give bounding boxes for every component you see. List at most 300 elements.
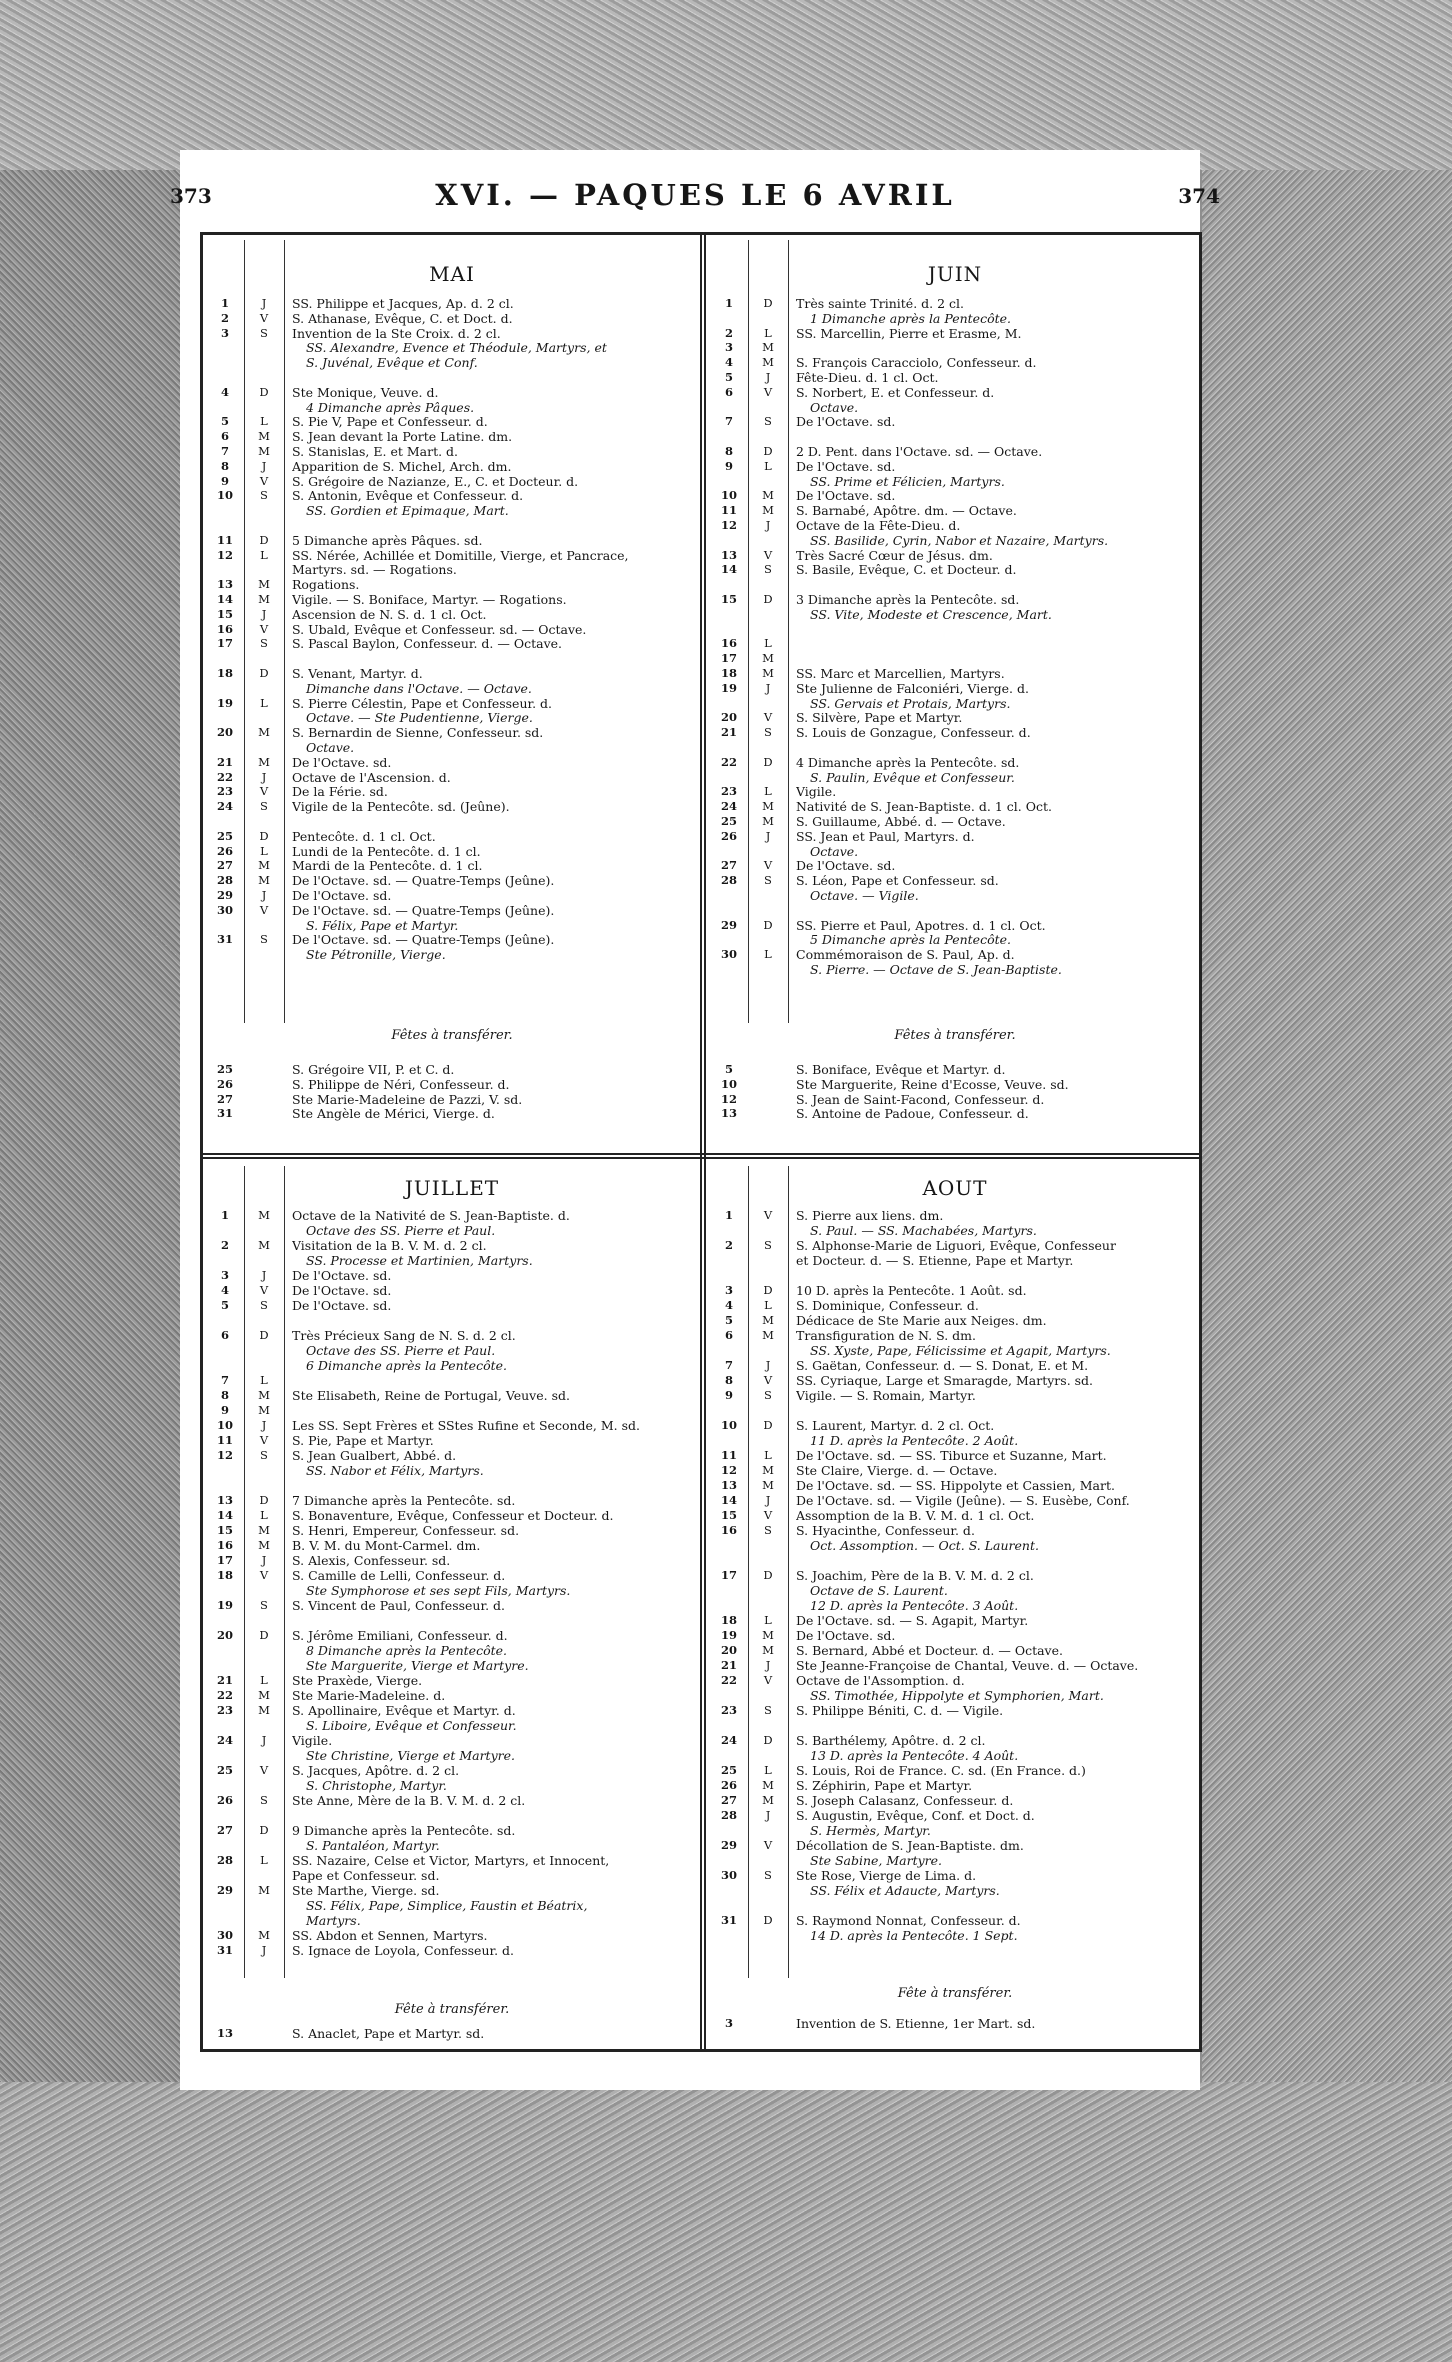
calendar-row: [712, 1793, 1198, 1808]
feast-text: S. Ubald, Evêque et Confesseur. sd. — Octave.: [292, 621, 587, 637]
calendar-row: [208, 1328, 696, 1343]
feast-text: Pape et Confesseur. sd.: [292, 1868, 440, 1883]
day-number: 5: [220, 414, 229, 429]
calendar-row: [208, 1106, 696, 1121]
feast-text: SS. Processe et Martinien, Martyrs.: [306, 1253, 533, 1268]
calendar-row: [208, 1478, 696, 1493]
feast-text: S. Laurent, Martyr. d. 2 cl. Oct.: [796, 1418, 995, 1433]
calendar-row: [712, 1313, 1198, 1328]
calendar-row: [208, 903, 696, 918]
calendar-row: [208, 488, 696, 503]
day-number: 22: [216, 769, 233, 784]
panel-aout: [712, 1166, 1198, 2048]
calendar-row: [712, 340, 1198, 355]
feast-text: S. Juvénal, Evêque et Conf.: [306, 355, 478, 371]
weekday-letter: V: [763, 1373, 773, 1387]
calendar-row: [712, 888, 1198, 903]
calendar-row: [712, 1208, 1198, 1223]
feast-text: Octave.: [810, 843, 859, 859]
feast-text: S. Alexis, Confesseur. sd.: [292, 1553, 451, 1568]
calendar-row: [712, 1583, 1198, 1598]
feast-text: De l'Octave. sd. — SS. Hippolyte et Cassien, Mart.: [796, 1478, 1115, 1493]
calendar-row: [208, 1718, 696, 1733]
calendar-row: [208, 1598, 696, 1613]
feast-text: De l'Octave. sd.: [796, 458, 896, 474]
day-number: 24: [720, 799, 737, 814]
feast-text: S. Paul. — SS. Machabées, Martyrs.: [810, 1223, 1037, 1238]
calendar-row: [208, 918, 696, 933]
horizontal-divider: [200, 1153, 1202, 1159]
calendar-row: [208, 592, 696, 607]
feast-text: Ste Symphorose et ses sept Fils, Martyrs.: [306, 1583, 571, 1598]
feast-text: SS. Timothée, Hippolyte et Symphorien, Mart.: [810, 1688, 1104, 1703]
weekday-letter: S: [260, 488, 268, 503]
day-number: 5: [724, 1062, 733, 1076]
day-number: 26: [720, 1778, 737, 1792]
weekday-letter: V: [259, 1568, 269, 1582]
month-title: JUIN: [927, 262, 983, 286]
page-number-right: 374: [1178, 184, 1220, 208]
calendar-row: [712, 1077, 1198, 1092]
calendar-row: [208, 1343, 696, 1358]
calendar-row: [712, 755, 1198, 770]
feast-text: Commémoraison de S. Paul, Ap. d.: [796, 947, 1015, 963]
feast-text: SS. Vite, Modeste et Crescence, Mart.: [810, 606, 1052, 622]
day-number: 13: [720, 1106, 737, 1121]
day-number: 25: [216, 1062, 233, 1076]
feast-text: Ste Claire, Vierge. d. — Octave.: [796, 1463, 998, 1478]
day-number: 29: [720, 917, 737, 932]
calendar-row: [712, 844, 1198, 859]
feast-text: S. Félix, Pape et Martyr.: [306, 917, 459, 933]
weekday-letter: M: [762, 503, 774, 518]
calendar-row: [712, 326, 1198, 341]
day-number: 12: [216, 547, 233, 562]
calendar-row: [712, 725, 1198, 740]
calendar-row: [208, 888, 696, 903]
calendar-row: [208, 340, 696, 355]
weekday-letter: S: [764, 873, 772, 888]
weekday-letter: V: [259, 621, 269, 636]
feast-text: S. Jean Gualbert, Abbé. d.: [292, 1448, 457, 1463]
weekday-letter: J: [765, 1493, 771, 1507]
calendar-row: [712, 414, 1198, 429]
weekday-letter: L: [764, 458, 772, 473]
feast-text: Vigile.: [292, 1733, 333, 1748]
day-number: 1: [724, 1208, 733, 1222]
calendar-row: [208, 1553, 696, 1568]
weekday-letter: J: [261, 769, 267, 784]
weekday-letter: J: [765, 1808, 771, 1822]
feast-text: Vigile de la Pentecôte. sd. (Jeûne).: [292, 799, 510, 815]
feast-text: S. Gaëtan, Confesseur. d. — S. Donat, E. et M.: [796, 1358, 1089, 1373]
calendar-row: [208, 1913, 696, 1928]
calendar-row: [208, 1523, 696, 1538]
panel-mai: [208, 240, 696, 1148]
calendar-row: [712, 1403, 1198, 1418]
calendar-row: [712, 1868, 1198, 1883]
feast-text: 4 Dimanche après la Pentecôte. sd.: [796, 754, 1020, 770]
feast-text: Transfiguration de N. S. dm.: [796, 1328, 976, 1343]
calendar-row: [712, 681, 1198, 696]
feast-text: Ste Rose, Vierge de Lima. d.: [796, 1868, 977, 1883]
day-number: 19: [216, 695, 233, 710]
feast-text: S. Apollinaire, Evêque et Martyr. d.: [292, 1703, 516, 1718]
weekday-letter: V: [259, 1763, 269, 1777]
day-number: 19: [216, 1598, 233, 1612]
day-number: 28: [720, 1808, 737, 1822]
calendar-row: [712, 1433, 1198, 1448]
weekday-letter: D: [259, 1493, 269, 1507]
feast-text: S. Pierre aux liens. dm.: [796, 1208, 944, 1223]
feast-text: De l'Octave. sd.: [292, 754, 392, 770]
calendar-row: [208, 1418, 696, 1433]
calendar-row: [208, 533, 696, 548]
feast-text: Très Précieux Sang de N. S. d. 2 cl.: [292, 1328, 516, 1343]
day-number: 22: [720, 754, 737, 769]
day-number: 6: [220, 429, 229, 444]
weekday-letter: M: [762, 1463, 774, 1477]
feast-text: SS. Cyriaque, Large et Smaragde, Martyrs. sd.: [796, 1373, 1094, 1388]
weekday-letter: M: [258, 1403, 270, 1417]
month-title: AOUT: [922, 1176, 988, 1200]
calendar-row: [712, 1598, 1198, 1613]
feast-text: Octave de la Fête-Dieu. d.: [796, 518, 961, 533]
feast-text: S. Léon, Pape et Confesseur. sd.: [796, 873, 999, 889]
day-number: 14: [720, 1493, 737, 1507]
weekday-letter: V: [763, 710, 773, 725]
feast-text: Vigile. — S. Boniface, Martyr. — Rogations.: [292, 592, 567, 607]
weekday-letter: S: [260, 1793, 268, 1807]
weekday-letter: M: [258, 1703, 270, 1717]
calendar-row: [712, 1658, 1198, 1673]
weekday-letter: S: [260, 1448, 268, 1462]
calendar-row: [208, 666, 696, 681]
calendar-row: [712, 1673, 1198, 1688]
weekday-letter: D: [259, 1328, 269, 1342]
feast-text: Octave des SS. Pierre et Paul.: [306, 1343, 496, 1358]
calendar-row: [712, 622, 1198, 637]
calendar-row: [208, 1388, 696, 1403]
weekday-letter: J: [261, 606, 267, 621]
feast-text: S. Henri, Empereur, Confesseur. sd.: [292, 1523, 520, 1538]
feast-text: Pentecôte. d. 1 cl. Oct.: [292, 828, 436, 844]
day-number: 31: [216, 932, 233, 947]
feast-text: Apparition de S. Michel, Arch. dm.: [292, 458, 512, 474]
weekday-letter: M: [258, 873, 270, 888]
feast-text: Très Sacré Cœur de Jésus. dm.: [796, 547, 993, 563]
feast-text: 12 D. après la Pentecôte. 3 Août.: [810, 1598, 1019, 1613]
calendar-row: [712, 1106, 1198, 1121]
weekday-letter: J: [261, 1418, 267, 1432]
calendar-row: [712, 607, 1198, 622]
day-number: 14: [216, 592, 233, 606]
calendar-row: [208, 1568, 696, 1583]
calendar-row: [712, 636, 1198, 651]
weekday-letter: J: [765, 828, 771, 843]
calendar-row: [712, 562, 1198, 577]
day-number: 21: [720, 725, 737, 740]
weekday-letter: V: [763, 858, 773, 873]
weekday-letter: J: [261, 1553, 267, 1567]
day-number: 13: [720, 547, 737, 562]
feast-text: S. Philippe Béniti, C. d. — Vigile.: [796, 1703, 1004, 1718]
feast-text: S. Raymond Nonnat, Confesseur. d.: [796, 1913, 1021, 1928]
weekday-letter: L: [260, 695, 268, 710]
calendar-row: [208, 1868, 696, 1883]
weekday-letter: D: [763, 1913, 773, 1927]
calendar-row: [712, 370, 1198, 385]
day-number: 16: [216, 621, 233, 636]
weekday-letter: L: [764, 1613, 772, 1627]
feast-text: Mardi de la Pentecôte. d. 1 cl.: [292, 858, 483, 874]
feast-text: Octave.: [306, 740, 355, 755]
feast-text: Nativité de S. Jean-Baptiste. d. 1 cl. Oct.: [796, 799, 1052, 815]
day-number: 17: [720, 1568, 737, 1582]
calendar-row: [208, 607, 696, 622]
calendar-row: [712, 814, 1198, 829]
weekday-letter: M: [762, 1313, 774, 1327]
feast-text: S. Vincent de Paul, Confesseur. d.: [292, 1598, 506, 1613]
calendar-row: [208, 562, 696, 577]
calendar-row: [712, 533, 1198, 548]
calendar-row: [712, 1688, 1198, 1703]
feast-text: S. Jacques, Apôtre. d. 2 cl.: [292, 1763, 460, 1778]
day-number: 9: [724, 458, 733, 473]
month-title: JUILLET: [404, 1176, 500, 1200]
feast-text: S. Stanislas, E. et Mart. d.: [292, 444, 459, 459]
day-number: 16: [720, 636, 737, 651]
feast-text: S. Louis de Gonzague, Confesseur. d.: [796, 725, 1031, 741]
calendar-row: [712, 518, 1198, 533]
calendar-row: [208, 1733, 696, 1748]
calendar-row: [208, 1092, 696, 1107]
calendar-row: [208, 1283, 696, 1298]
weekday-letter: J: [261, 1268, 267, 1282]
day-number: 10: [216, 1418, 233, 1432]
feast-text: Ste Christine, Vierge et Martyre.: [306, 1748, 515, 1763]
day-number: 23: [216, 784, 233, 799]
calendar-row: [712, 503, 1198, 518]
scan-border-top: [0, 0, 1452, 170]
day-number: 27: [720, 1793, 737, 1807]
calendar-row: [712, 355, 1198, 370]
calendar-row: [712, 784, 1198, 799]
day-number: 6: [220, 1328, 229, 1342]
feast-text: SS. Félix, Pape, Simplice, Faustin et Béatrix,: [306, 1898, 588, 1913]
weekday-letter: M: [258, 754, 270, 769]
feast-text: 7 Dimanche après la Pentecôte. sd.: [292, 1493, 516, 1508]
day-number: 18: [720, 1613, 737, 1627]
page-title: XVI. — PAQUES LE 6 AVRIL: [435, 178, 955, 212]
feast-text: De l'Octave. sd.: [292, 1268, 392, 1283]
weekday-letter: M: [258, 1523, 270, 1537]
calendar-row: [208, 2026, 696, 2041]
calendar-row: [208, 814, 696, 829]
feast-text: S. Antoine de Padoue, Confesseur. d.: [796, 1106, 1029, 1122]
weekday-letter: M: [258, 858, 270, 873]
weekday-letter: L: [260, 547, 268, 562]
feast-text: De l'Octave. sd. — S. Agapit, Martyr.: [796, 1613, 1029, 1628]
day-number: 7: [724, 414, 733, 429]
day-number: 9: [220, 1403, 229, 1417]
weekday-letter: S: [260, 636, 268, 651]
weekday-letter: D: [259, 532, 269, 547]
calendar-row: [712, 1508, 1198, 1523]
calendar-row: [712, 2016, 1198, 2031]
calendar-row: [712, 429, 1198, 444]
day-number: 26: [216, 1793, 233, 1807]
calendar-row: [208, 1538, 696, 1553]
feast-text: SS. Nazaire, Celse et Victor, Martyrs, et Innocent,: [292, 1853, 610, 1868]
day-number: 21: [216, 754, 233, 769]
weekday-letter: L: [764, 1448, 772, 1462]
calendar-row: [208, 858, 696, 873]
feast-text: Ste Julienne de Falconiéri, Vierge. d.: [796, 680, 1029, 696]
feast-text: Ste Marguerite, Vierge et Martyre.: [306, 1658, 529, 1673]
day-number: 27: [216, 1091, 233, 1106]
feast-text: De l'Octave. sd.: [292, 1298, 392, 1313]
day-number: 25: [216, 1763, 233, 1777]
day-number: 2: [724, 1238, 733, 1252]
calendar-row: [712, 400, 1198, 415]
weekday-letter: D: [763, 592, 773, 606]
feast-text: S. Joachim, Père de la B. V. M. d. 2 cl.: [796, 1568, 1034, 1583]
feast-text: De l'Octave. sd. — Quatre-Temps (Jeûne).: [292, 932, 555, 948]
day-number: 13: [216, 1493, 233, 1507]
calendar-row: [208, 1793, 696, 1808]
weekday-letter: S: [260, 799, 268, 814]
feast-text: S. Ignace de Loyola, Confesseur. d.: [292, 1943, 515, 1958]
feast-text: SS. Philippe et Jacques, Ap. d. 2 cl.: [292, 296, 514, 311]
calendar-row: [712, 1568, 1198, 1583]
weekday-letter: M: [762, 651, 774, 666]
feast-text: 5 Dimanche après la Pentecôte.: [810, 932, 1012, 948]
weekday-letter: M: [762, 1478, 774, 1492]
weekday-letter: M: [762, 799, 774, 814]
feast-text: Décollation de S. Jean-Baptiste. dm.: [796, 1838, 1024, 1853]
feast-text: S. Zéphirin, Pape et Martyr.: [796, 1778, 973, 1793]
feast-text: Octave. — Vigile.: [810, 888, 919, 903]
day-number: 4: [220, 1283, 229, 1297]
feast-text: S. Boniface, Evêque et Martyr. d.: [796, 1062, 1006, 1077]
day-number: 1: [220, 296, 229, 310]
weekday-letter: D: [259, 1823, 269, 1837]
day-number: 9: [724, 1388, 733, 1402]
calendar-row: [712, 1718, 1198, 1733]
day-number: 8: [724, 1373, 733, 1387]
feast-text: SS. Prime et Félicien, Martyrs.: [810, 473, 1005, 489]
calendar-row: [208, 1688, 696, 1703]
day-number: 10: [216, 488, 233, 503]
feast-text: S. Pascal Baylon, Confesseur. d. — Octave.: [292, 636, 562, 652]
feast-text: Fête-Dieu. d. 1 cl. Oct.: [796, 370, 939, 385]
weekday-letter: M: [258, 1238, 270, 1252]
calendar-row: [712, 1373, 1198, 1388]
day-number: 17: [216, 636, 233, 651]
feast-text: Octave de S. Laurent.: [810, 1583, 948, 1598]
calendar-row: [208, 1077, 696, 1092]
calendar-row: [712, 1328, 1198, 1343]
calendar-row: [712, 1823, 1198, 1838]
day-number: 5: [220, 1298, 229, 1312]
calendar-row: [208, 1943, 696, 1958]
weekday-letter: D: [763, 296, 773, 310]
calendar-row: [712, 1553, 1198, 1568]
feast-text: 2 D. Pent. dans l'Octave. sd. — Octave.: [796, 444, 1043, 459]
calendar-row: [208, 710, 696, 725]
feast-text: 8 Dimanche après la Pentecôte.: [306, 1643, 508, 1658]
feast-text: S. Jérôme Emiliani, Confesseur. d.: [292, 1628, 508, 1643]
calendar-row: [208, 503, 696, 518]
weekday-letter: V: [259, 310, 269, 325]
calendar-row: [712, 829, 1198, 844]
weekday-letter: L: [764, 636, 772, 651]
weekday-letter: M: [258, 592, 270, 606]
calendar-row: [712, 296, 1198, 311]
day-number: 12: [720, 1091, 737, 1106]
weekday-letter: M: [258, 1388, 270, 1402]
scan-border-left: [0, 0, 195, 2362]
panel-juillet: [208, 1166, 696, 2048]
day-number: 2: [220, 310, 229, 325]
calendar-row: [208, 636, 696, 651]
weekday-letter: L: [764, 1763, 772, 1777]
feast-text: Visitation de la B. V. M. d. 2 cl.: [292, 1238, 487, 1253]
feast-text: S. Grégoire VII, P. et C. d.: [292, 1062, 455, 1077]
calendar-row: [712, 1703, 1198, 1718]
weekday-letter: V: [259, 902, 269, 917]
weekday-letter: J: [261, 296, 267, 310]
weekday-letter: S: [764, 1238, 772, 1252]
calendar-row: [712, 1808, 1198, 1823]
weekday-letter: S: [764, 725, 772, 740]
day-number: 21: [720, 1658, 737, 1672]
day-number: 27: [720, 858, 737, 873]
calendar-row: [712, 1253, 1198, 1268]
calendar-row: [208, 1883, 696, 1898]
calendar-row: [208, 1208, 696, 1223]
feast-text: S. Grégoire de Nazianze, E., C. et Docteur. d.: [292, 473, 579, 489]
calendar-row: [208, 784, 696, 799]
calendar-row: [712, 1298, 1198, 1313]
calendar-row: [208, 311, 696, 326]
calendar-row: [712, 1643, 1198, 1658]
feast-text: De l'Octave. sd.: [796, 414, 896, 430]
feast-text: SS. Félix et Adaucte, Martyrs.: [810, 1883, 1000, 1898]
day-number: 25: [720, 814, 737, 828]
feast-text: De l'Octave. sd. — Quatre-Temps (Jeûne).: [292, 902, 555, 918]
day-number: 3: [220, 325, 229, 340]
weekday-letter: J: [765, 1358, 771, 1372]
day-number: 14: [720, 562, 737, 577]
calendar-row: [208, 459, 696, 474]
day-number: 16: [720, 1523, 737, 1537]
weekday-letter: M: [258, 444, 270, 458]
feast-text: SS. Jean et Paul, Martyrs. d.: [796, 828, 975, 844]
weekday-letter: M: [258, 1688, 270, 1702]
weekday-letter: D: [763, 1418, 773, 1432]
feast-text: De l'Octave. sd.: [292, 888, 392, 903]
weekday-letter: D: [763, 1568, 773, 1582]
weekday-letter: M: [258, 577, 270, 592]
feast-text: Invention de S. Etienne, 1er Mart. sd.: [796, 2016, 1036, 2031]
feast-text: De la Férie. sd.: [292, 784, 388, 800]
feast-text: SS. Nérée, Achillée et Domitille, Vierge, et Pancrace,: [292, 547, 629, 563]
weekday-letter: V: [259, 1433, 269, 1447]
day-number: 11: [720, 503, 737, 518]
day-number: 3: [724, 1283, 733, 1297]
